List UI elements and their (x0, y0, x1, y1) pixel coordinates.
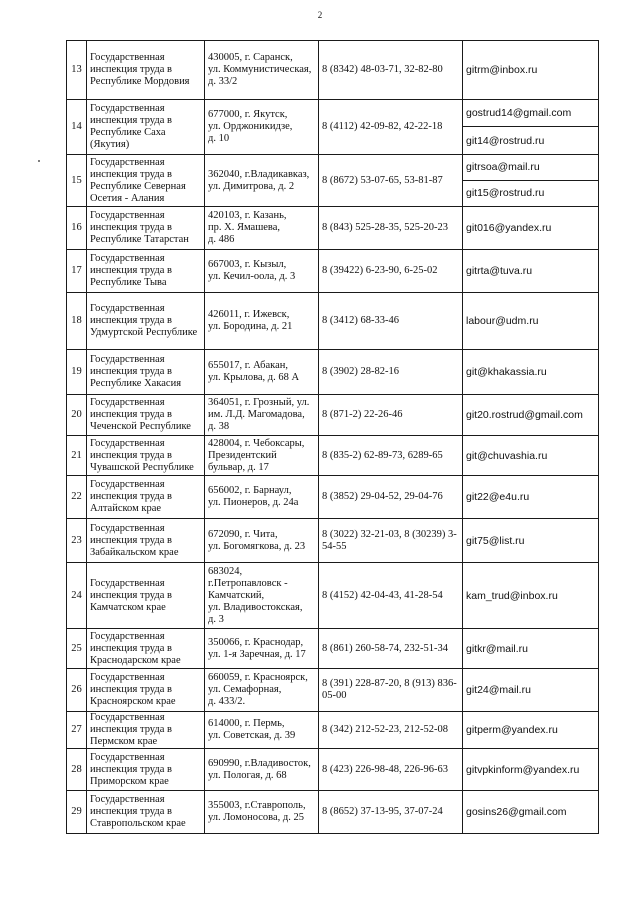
row-number: 19 (67, 350, 87, 395)
address-line: 683024, (208, 565, 243, 577)
address-line: 428004, г. Чебоксары, (208, 437, 305, 449)
row-number: 28 (67, 749, 87, 791)
table-row (67, 519, 599, 563)
phone-line: 8 (4152) 42-04-43, 41-28-54 (322, 589, 443, 601)
phone-line: 8 (342) 212-52-23, 212-52-08 (322, 724, 448, 735)
address-line: ул. Крылова, д. 68 А (208, 372, 300, 383)
inspection-name-line: инспекция труда в (90, 366, 172, 377)
email-address: gitvpkinform@yandex.ru (466, 763, 580, 776)
row-number: 13 (67, 41, 87, 100)
email-cell (463, 749, 599, 791)
table-row (67, 476, 599, 519)
row-number: 25 (67, 629, 87, 669)
inspection-name-cell (87, 350, 205, 395)
registry-body (67, 41, 599, 834)
phone-line: 8 (4112) 42-09-82, 42-22-18 (322, 121, 443, 132)
address-cell (205, 629, 319, 669)
email-address: gostrud14@gmail.com (463, 100, 598, 127)
inspection-name-cell (87, 436, 205, 476)
inspection-name-line: Государственная (90, 354, 165, 365)
address-cell (205, 207, 319, 250)
phone-line: 8 (861) 260-58-74, 232-51-34 (322, 642, 448, 654)
address-cell (205, 669, 319, 712)
email-address: git@chuvashia.ru (466, 449, 548, 462)
address-line: ул. Владивостокская, (208, 601, 303, 613)
email-cell (463, 395, 599, 436)
table-row (67, 669, 599, 712)
row-number: 27 (67, 712, 87, 749)
phone-line: 8 (3902) 28-82-16 (322, 366, 399, 377)
phone-line: 54-55 (322, 540, 347, 552)
inspection-name-line: инспекция труда в (90, 589, 172, 601)
address-cell (205, 293, 319, 350)
address-line: бульвар, д. 17 (208, 461, 269, 473)
inspection-name-line: Пермском крае (90, 736, 158, 747)
inspection-name-line: Чеченской Республике (90, 421, 191, 432)
email-cell (463, 629, 599, 669)
email-cell (463, 207, 599, 250)
email-address: git14@rostrud.ru (466, 134, 545, 147)
table-row (67, 41, 599, 100)
email-address: gitrm@inbox.ru (466, 64, 538, 76)
email-cell (463, 155, 599, 207)
row-number: 26 (67, 669, 87, 712)
email-cell (463, 293, 599, 350)
email-address: kam_trud@inbox.ru (466, 589, 558, 602)
inspection-name-line: инспекция труда в (90, 491, 172, 502)
phone-cell (319, 563, 463, 629)
row-number: 21 (67, 436, 87, 476)
address-line: д. 486 (208, 234, 235, 245)
row-number: 23 (67, 519, 87, 563)
email-address: git24@mail.ru (466, 684, 531, 696)
inspection-name-line: Республике Мордовия (90, 76, 190, 87)
inspection-name-line: Чувашской Республике (90, 461, 194, 473)
inspection-name-cell (87, 41, 205, 100)
inspection-name-line: инспекция труда в (90, 315, 172, 326)
row-number: 17 (67, 250, 87, 293)
phone-line: 8 (3852) 29-04-52, 29-04-76 (322, 491, 443, 502)
email-cell (463, 476, 599, 519)
inspection-name-line: Республике Саха (90, 127, 166, 138)
inspection-name-line: Государственная (90, 712, 165, 723)
inspection-name-line: инспекция труда в (90, 168, 172, 180)
inspection-name-line: Республике Северная (90, 180, 186, 192)
inspection-name-line: Красноярском крае (90, 696, 176, 707)
phone-line: 8 (423) 226-98-48, 226-96-63 (322, 763, 448, 775)
address-line: 672090, г. Чита, (208, 528, 278, 540)
row-number: 16 (67, 207, 87, 250)
address-cell (205, 563, 319, 629)
address-line: 350066, г. Краснодар, (208, 636, 304, 648)
inspection-name-cell (87, 100, 205, 155)
table-row (67, 250, 599, 293)
inspection-name-line: Камчатском крае (90, 601, 166, 613)
phone-line: 8 (843) 525-28-35, 525-20-23 (322, 222, 448, 233)
phone-cell (319, 250, 463, 293)
inspection-name-cell (87, 293, 205, 350)
phone-cell (319, 629, 463, 669)
address-line: ул. Кечил-оола, д. 3 (208, 271, 296, 282)
row-number: 20 (67, 395, 87, 436)
address-line: ул. 1-я Заречная, д. 17 (208, 648, 306, 660)
table-row (67, 395, 599, 436)
inspection-name-cell (87, 155, 205, 207)
email-address: gitrsoa@mail.ru (463, 155, 598, 181)
address-line: ул. Пологая, д. 68 (208, 769, 287, 781)
email-cell (463, 41, 599, 100)
inspection-name-line: инспекция труда в (90, 449, 172, 461)
inspection-name-line: инспекция труда в (90, 64, 172, 75)
phone-cell (319, 476, 463, 519)
inspection-name-line: инспекция труда в (90, 222, 172, 233)
address-cell (205, 350, 319, 395)
inspection-name-line: Государственная (90, 210, 165, 221)
address-line: 655017, г. Абакан, (208, 360, 289, 371)
page-number: 2 (317, 10, 323, 20)
email-address: gitrta@tuva.ru (466, 265, 533, 277)
email-address: gitkr@mail.ru (466, 642, 529, 655)
inspection-name-line: инспекция труда в (90, 115, 172, 126)
scan-speck (38, 160, 40, 162)
inspection-name-cell (87, 749, 205, 791)
address-line: 426011, г. Ижевск, (208, 309, 290, 320)
address-cell (205, 155, 319, 207)
inspection-name-line: Государственная (90, 253, 165, 264)
address-line: д. 433/2. (208, 696, 246, 707)
inspection-name-cell (87, 250, 205, 293)
address-line: 656002, г. Барнаул, (208, 485, 292, 496)
address-cell (205, 712, 319, 749)
inspection-name-line: Забайкальском крае (90, 546, 179, 558)
row-number: 29 (67, 791, 87, 834)
phone-cell (319, 155, 463, 207)
address-line: ул. Советская, д. 39 (208, 730, 296, 741)
inspection-name-cell (87, 712, 205, 749)
address-line: 355003, г.Ставрополь, (208, 800, 306, 811)
phone-line: 05-00 (322, 690, 347, 701)
phone-cell (319, 293, 463, 350)
phone-line: 8 (3412) 68-33-46 (322, 315, 399, 326)
inspection-name-line: Удмуртской Республике (90, 327, 198, 338)
inspection-name-line: Осетия - Алания (90, 192, 165, 204)
phone-line: 8 (3022) 32-21-03, 8 (30239) 3- (322, 528, 457, 540)
address-line: д. 33/2 (208, 76, 238, 87)
phone-line: 8 (871-2) 22-26-46 (322, 409, 403, 420)
address-line: пр. Х. Ямашева, (208, 222, 281, 233)
phone-line: 8 (8342) 48-03-71, 32-82-80 (322, 64, 443, 75)
table-row (67, 749, 599, 791)
inspection-name-line: Республике Хакасия (90, 378, 182, 389)
address-line: Президентский (208, 449, 277, 461)
email-address: git016@yandex.ru (466, 222, 552, 234)
address-line: 677000, г. Якутск, (208, 109, 288, 120)
row-number: 14 (67, 100, 87, 155)
phone-cell (319, 436, 463, 476)
inspection-name-cell (87, 629, 205, 669)
address-line: г.Петропавловск - (208, 577, 288, 589)
table-row (67, 563, 599, 629)
address-line: ул. Коммунистическая, (208, 64, 312, 75)
phone-line: 8 (391) 228-87-20, 8 (913) 836- (322, 678, 457, 689)
address-line: 614000, г. Пермь, (208, 718, 285, 729)
row-number: 18 (67, 293, 87, 350)
phone-line: 8 (8652) 37-13-95, 37-07-24 (322, 806, 443, 817)
phone-cell (319, 669, 463, 712)
inspection-name-line: Республике Татарстан (90, 234, 189, 245)
table-row (67, 207, 599, 250)
address-cell (205, 41, 319, 100)
address-line: ул. Богомягкова, д. 23 (208, 540, 306, 552)
inspection-name-line: инспекция труда в (90, 684, 172, 695)
address-line: ул. Бородина, д. 21 (208, 321, 293, 332)
inspection-name-line: Государственная (90, 672, 165, 683)
address-line: 420103, г. Казань, (208, 210, 287, 221)
inspection-name-line: (Якутия) (90, 139, 130, 150)
table-row (67, 350, 599, 395)
email-address: git75@list.ru (466, 534, 525, 547)
inspection-name-line: Государственная (90, 103, 165, 114)
address-line: 660059, г. Красноярск, (208, 672, 308, 683)
phone-cell (319, 350, 463, 395)
phone-cell (319, 712, 463, 749)
phone-cell (319, 395, 463, 436)
email-address: gosins26@gmail.com (466, 806, 567, 818)
row-number: 24 (67, 563, 87, 629)
address-line: ул. Ломоносова, д. 25 (208, 812, 304, 823)
phone-line: 8 (8672) 53-07-65, 53-81-87 (322, 174, 443, 186)
row-number: 22 (67, 476, 87, 519)
email-cell (463, 436, 599, 476)
address-line: ул. Пионеров, д. 24а (208, 497, 299, 508)
inspection-name-line: Государственная (90, 303, 165, 314)
phone-cell (319, 749, 463, 791)
address-line: 430005, г. Саранск, (208, 52, 293, 63)
phone-line: 8 (39422) 6-23-90, 6-25-02 (322, 265, 438, 276)
inspection-name-cell (87, 563, 205, 629)
table-row (67, 436, 599, 476)
address-line: 364051, г. Грозный, ул. (208, 397, 310, 408)
inspection-name-line: Государственная (90, 397, 165, 408)
address-line: 690990, г.Владивосток, (208, 757, 311, 769)
email-cell (463, 563, 599, 629)
table-row (67, 629, 599, 669)
inspection-name-line: инспекция труда в (90, 806, 172, 817)
phone-line: 8 (835-2) 62-89-73, 6289-65 (322, 449, 443, 461)
address-line: ул. Димитрова, д. 2 (208, 180, 295, 192)
inspection-name-cell (87, 476, 205, 519)
inspection-name-line: инспекция труда в (90, 265, 172, 276)
phone-cell (319, 100, 463, 155)
address-cell (205, 791, 319, 834)
inspection-name-cell (87, 669, 205, 712)
inspection-name-cell (87, 207, 205, 250)
address-line: д. 3 (208, 613, 224, 625)
email-address: git@khakassia.ru (466, 366, 547, 378)
address-line: Камчатский, (208, 589, 265, 601)
inspection-name-line: Государственная (90, 437, 165, 449)
address-cell (205, 250, 319, 293)
address-line: д. 10 (208, 133, 230, 144)
email-address: git15@rostrud.ru (466, 187, 545, 200)
phone-cell (319, 41, 463, 100)
inspection-name-line: Государственная (90, 630, 165, 642)
email-cell (463, 791, 599, 834)
inspection-name-line: Государственная (90, 52, 165, 63)
email-cell (463, 712, 599, 749)
address-cell (205, 100, 319, 155)
inspection-name-line: инспекция труда в (90, 409, 172, 420)
email-address: labour@udm.ru (466, 315, 539, 327)
phone-cell (319, 519, 463, 563)
table-row (67, 293, 599, 350)
email-address: git20.rostrud@gmail.com (466, 409, 583, 421)
inspection-name-cell (87, 519, 205, 563)
address-cell (205, 395, 319, 436)
inspection-name-line: инспекция труда в (90, 534, 172, 546)
inspection-name-line: Государственная (90, 577, 165, 589)
inspection-name-line: инспекция труда в (90, 763, 172, 775)
inspection-name-line: Государственная (90, 522, 165, 534)
phone-cell (319, 791, 463, 834)
email-cell (463, 100, 599, 155)
inspection-name-line: Государственная (90, 751, 165, 763)
inspection-name-line: Государственная (90, 156, 165, 168)
email-address: git22@e4u.ru (466, 491, 530, 503)
inspection-name-line: инспекция труда в (90, 724, 172, 735)
address-line: д. 38 (208, 421, 230, 432)
inspection-name-line: Алтайском крае (90, 503, 162, 514)
inspection-name-line: Республике Тыва (90, 277, 167, 288)
table-row (67, 100, 599, 155)
inspection-name-line: Государственная (90, 794, 165, 805)
address-cell (205, 436, 319, 476)
address-line: 667003, г. Кызыл, (208, 259, 287, 270)
address-cell (205, 749, 319, 791)
inspection-registry-table (66, 40, 599, 834)
address-line: 362040, г.Владикавказ, (208, 168, 310, 180)
inspection-name-line: Приморском крае (90, 775, 169, 787)
inspection-name-cell (87, 395, 205, 436)
inspection-name-line: Ставропольском крае (90, 818, 186, 829)
address-line: им. Л.Д. Магомадова, (208, 409, 305, 420)
table-row (67, 712, 599, 749)
table-row (67, 155, 599, 207)
row-number: 15 (67, 155, 87, 207)
phone-cell (319, 207, 463, 250)
email-cell (463, 250, 599, 293)
inspection-name-cell (87, 791, 205, 834)
email-cell (463, 669, 599, 712)
table-row (67, 791, 599, 834)
inspection-name-line: Государственная (90, 479, 165, 490)
address-cell (205, 476, 319, 519)
email-cell (463, 519, 599, 563)
inspection-name-line: инспекция труда в (90, 642, 172, 654)
address-line: ул. Орджоникидзе, (208, 121, 293, 132)
address-line: ул. Семафорная, (208, 684, 282, 695)
email-cell (463, 350, 599, 395)
inspection-name-line: Краснодарском крае (90, 654, 181, 666)
email-address: gitperm@yandex.ru (466, 724, 558, 736)
address-cell (205, 519, 319, 563)
